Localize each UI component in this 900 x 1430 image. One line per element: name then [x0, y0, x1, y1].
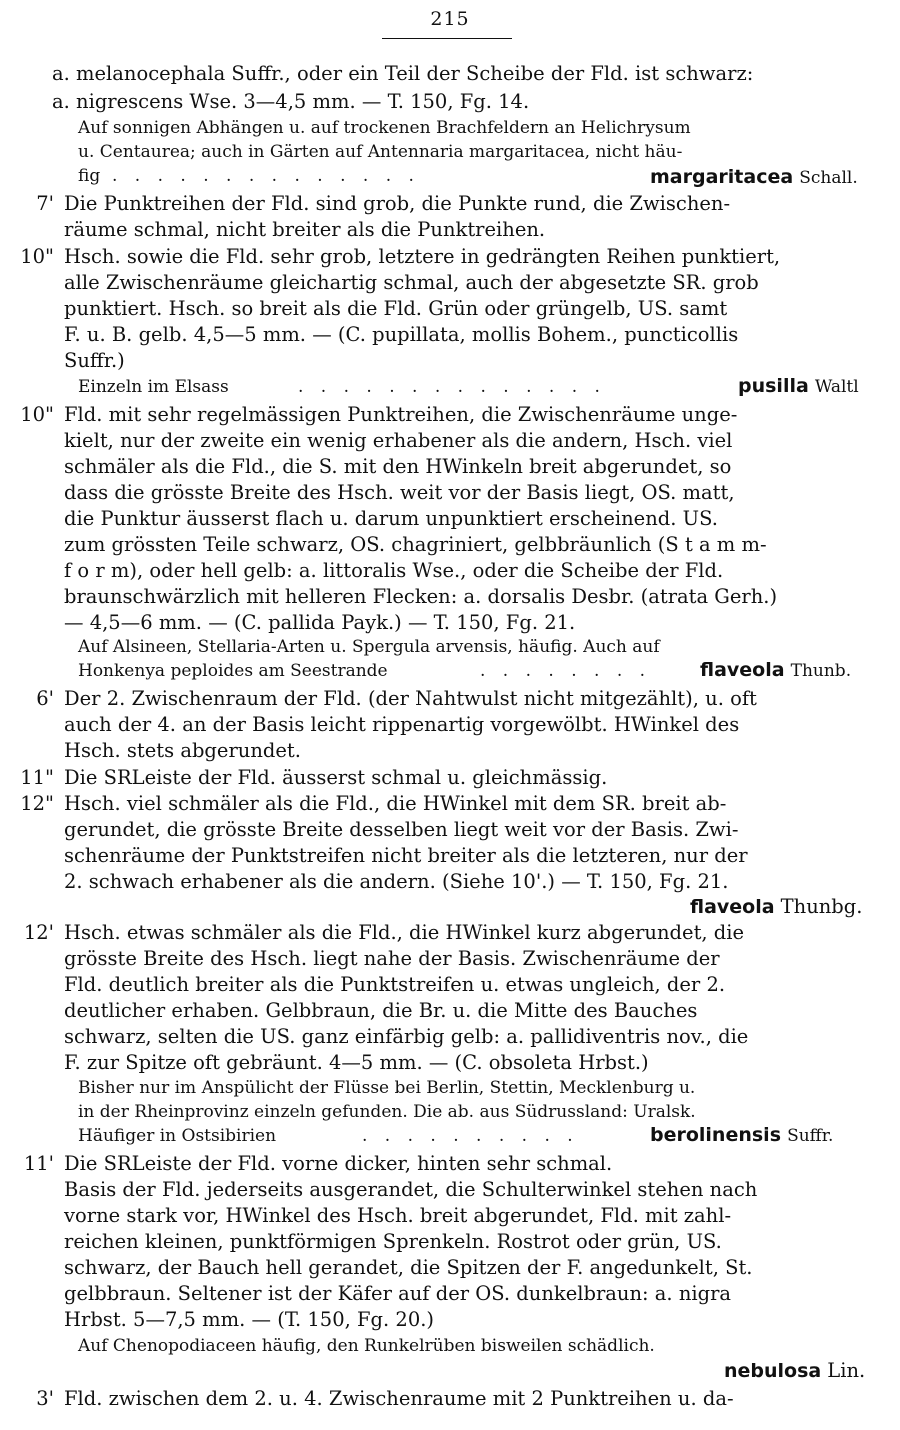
page-number: 215 [430, 8, 470, 30]
species-name: flaveola [700, 659, 785, 681]
text-line: dass die grösste Breite des Hsch. weit vor der Basis liegt, OS. matt, [64, 481, 735, 504]
species-author: Thunbg. [780, 895, 863, 918]
text-line: 2. schwach erhabener als die andern. (Siehe 10'.) — T. 150, Fg. 21. [64, 870, 729, 893]
key-number: 6' [36, 687, 54, 710]
habitat-line: Auf Alsineen, Stellaria-Arten u. Spergula arvensis, häufig. Auch auf [78, 637, 660, 657]
species-author: Lin. [827, 1359, 866, 1382]
text-line: die Punktur äusserst flach u. darum unpunktiert erscheinend. US. [64, 507, 718, 530]
text-line: Hsch. viel schmäler als die Fld., die HWinkel mit dem SR. breit ab- [64, 792, 727, 815]
habitat-line: Häufiger in Ostsibirien [78, 1126, 277, 1146]
species-author: Thunb. [790, 661, 852, 681]
text-line: gerundet, die grösste Breite desselben liegt weit vor der Basis. Zwi- [64, 818, 739, 841]
text-line: Fld. mit sehr regelmässigen Punktreihen, die Zwischenräume unge- [64, 403, 738, 426]
text-line: Hsch. stets abgerundet. [64, 739, 301, 762]
text-line: F. u. B. gelb. 4,5—5 mm. — (C. pupillata, mollis Bohem., puncticollis [64, 323, 739, 346]
species-name-line [738, 375, 859, 398]
species-author: Waltl [814, 377, 859, 397]
species-author: Schall. [799, 168, 858, 188]
key-number: 3' [36, 1387, 54, 1410]
species-name: berolinensis [650, 1124, 782, 1146]
text-line: Fld. zwischen dem 2. u. 4. Zwischenraume mit 2 Punktreihen u. da- [64, 1387, 734, 1410]
habitat-line: in der Rheinprovinz einzeln gefunden. Die ab. aus Südrussland: Uralsk. [78, 1102, 696, 1122]
habitat-line: fig [78, 166, 101, 186]
text-line: Hsch. sowie die Fld. sehr grob, letztere in gedrängten Reihen punktiert, [64, 245, 781, 268]
text-line: punktiert. Hsch. so breit als die Fld. Grün oder grüngelb, US. samt [64, 297, 728, 320]
text-line: schenräume der Punktstreifen nicht breiter als die letzteren, nur der [64, 844, 748, 867]
text-line: räume schmal, nicht breiter als die Punktreihen. [64, 218, 546, 241]
key-number: 11' [23, 1152, 54, 1175]
text-line: vorne stark vor, HWinkel des Hsch. breit abgerundet, Fld. mit zahl- [64, 1204, 732, 1227]
key-number: 10" [20, 403, 54, 426]
text-line: F. zur Spitze oft gebräunt. 4—5 mm. — (C. obsoleta Hrbst.) [64, 1051, 649, 1074]
key-number: 11" [20, 766, 54, 789]
habitat-line: Auf sonnigen Abhängen u. auf trockenen Brachfeldern an Helichrysum [78, 118, 691, 138]
text-line: schwarz, der Bauch hell gerandet, die Spitzen der F. angedunkelt, St. [64, 1256, 753, 1279]
text-line: zum grössten Teile schwarz, OS. chagriniert, gelbbräunlich (S t a m m- [64, 533, 767, 556]
leader-dots: . . . . . . . . . . . . . . [112, 166, 420, 186]
key-number: 12" [20, 792, 54, 815]
text-line: schmäler als die Fld., die S. mit den HWinkeln breit abgerundet, so [64, 455, 732, 478]
text-line: Die SRLeiste der Fld. äusserst schmal u. gleichmässig. [64, 766, 608, 789]
species-name: flaveola [690, 896, 775, 918]
page-number-rule [382, 38, 512, 39]
key-number: 7' [36, 192, 54, 215]
species-name: margaritacea [650, 166, 794, 188]
species-name-line [700, 659, 851, 682]
species-author: Suffr. [787, 1126, 834, 1146]
species-name-line [650, 166, 858, 189]
species-name-line [650, 1124, 833, 1147]
text-line: kielt, nur der zweite ein wenig erhabener als die andern, Hsch. viel [64, 429, 733, 452]
text-line: grösste Breite des Hsch. liegt nahe der Basis. Zwischenräume der [64, 947, 720, 970]
text-line: Basis der Fld. jederseits ausgerandet, die Schulterwinkel stehen nach [64, 1178, 758, 1201]
text-line: Suffr.) [64, 349, 125, 372]
text-line: Die Punktreihen der Fld. sind grob, die Punkte rund, die Zwischen- [64, 192, 731, 215]
text-line: Hrbst. 5—7,5 mm. — (T. 150, Fg. 20.) [64, 1308, 435, 1331]
species-name: pusilla [738, 375, 809, 397]
text-line: deutlicher erhaben. Gelbbraun, die Br. u. die Mitte des Bauches [64, 999, 698, 1022]
text-line: auch der 4. an der Basis leicht rippenartig vorgewölbt. HWinkel des [64, 713, 740, 736]
text-line: braunschwärzlich mit helleren Flecken: a. dorsalis Desbr. (atrata Gerh.) [64, 585, 778, 608]
habitat-line: Auf Chenopodiaceen häufig, den Runkelrüben bisweilen schädlich. [78, 1336, 655, 1356]
text-line: a. nigrescens Wse. 3—4,5 mm. — T. 150, Fg. 14. [52, 90, 530, 113]
text-line: gelbbraun. Seltener ist der Käfer auf der OS. dunkelbraun: a. nigra [64, 1282, 732, 1305]
leader-dots: . . . . . . . . . . [362, 1126, 579, 1146]
text-line: f o r m), oder hell gelb: a. littoralis Wse., oder die Scheibe der Fld. [64, 559, 724, 582]
text-line: schwarz, selten die US. ganz einfärbig gelb: a. pallidiventris nov., die [64, 1025, 749, 1048]
habitat-line: Bisher nur im Anspülicht der Flüsse bei Berlin, Stettin, Mecklenburg u. [78, 1078, 696, 1098]
habitat-line: u. Centaurea; auch in Gärten auf Antennaria margaritacea, nicht häu- [78, 142, 683, 162]
text-line: alle Zwischenräume gleichartig schmal, auch der abgesetzte SR. grob [64, 271, 759, 294]
text-line: Der 2. Zwischenraum der Fld. (der Nahtwulst nicht mitgezählt), u. oft [64, 687, 757, 710]
text-line: reichen kleinen, punktförmigen Sprenkeln. Rostrot oder grün, US. [64, 1230, 722, 1253]
species-name-line [690, 895, 862, 919]
key-number: 12' [23, 921, 54, 944]
text-line: Hsch. etwas schmäler als die Fld., die HWinkel kurz abgerundet, die [64, 921, 745, 944]
text-line: Die SRLeiste der Fld. vorne dicker, hinten sehr schmal. [64, 1152, 613, 1175]
text-line: Fld. deutlich breiter als die Punktstreifen u. etwas ungleich, der 2. [64, 973, 726, 996]
leader-dots: . . . . . . . . . . . . . . [298, 377, 606, 397]
text-line: — 4,5—6 mm. — (C. pallida Payk.) — T. 150, Fg. 21. [64, 611, 576, 634]
leader-dots: . . . . . . . . [480, 661, 652, 681]
habitat-line: Einzeln im Elsass [78, 377, 229, 397]
key-number: 10" [20, 245, 54, 268]
habitat-line: Honkenya peploides am Seestrande [78, 661, 388, 681]
species-name: nebulosa [724, 1360, 822, 1382]
species-name-line [724, 1359, 865, 1383]
text-line: a. melanocephala Suffr., oder ein Teil der Scheibe der Fld. ist schwarz: [52, 62, 754, 85]
